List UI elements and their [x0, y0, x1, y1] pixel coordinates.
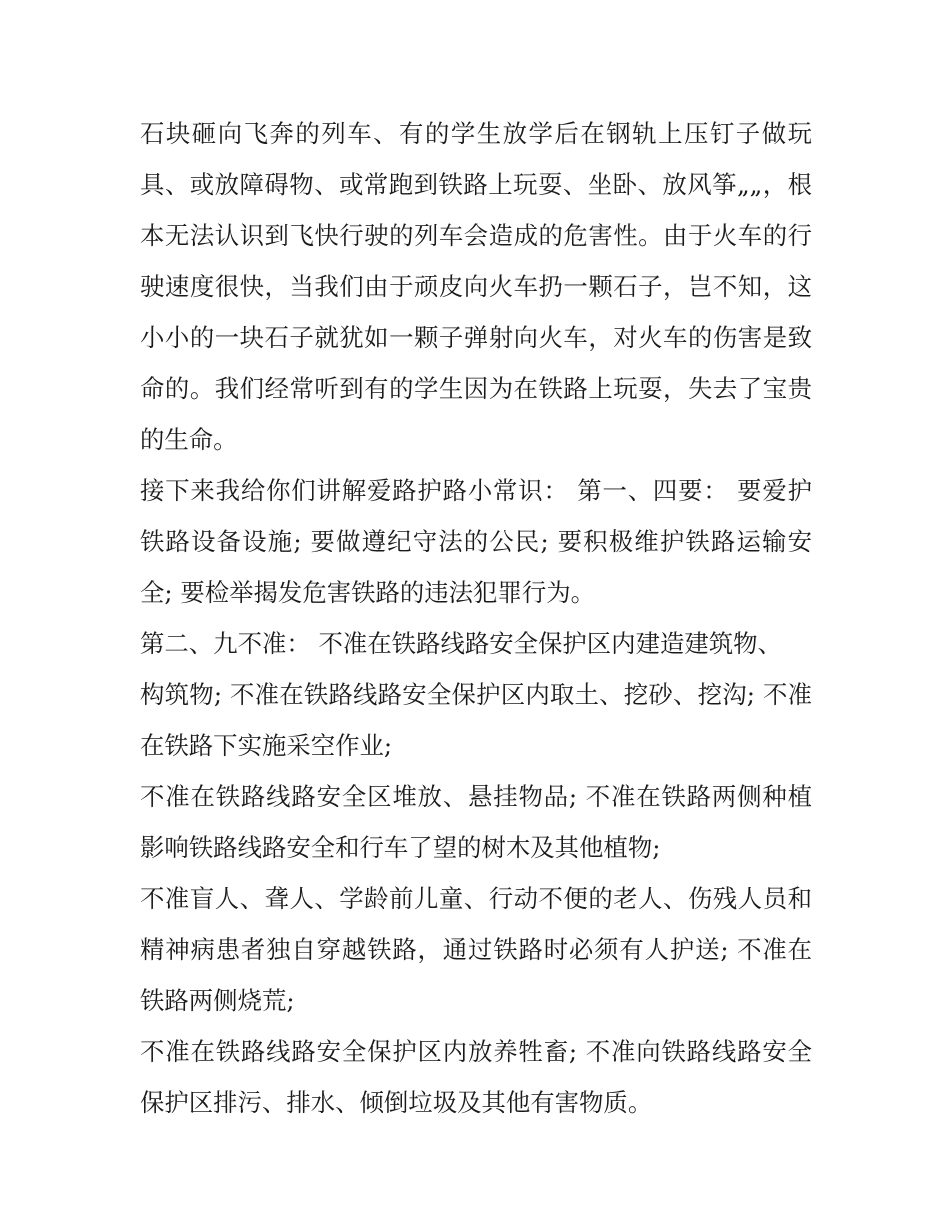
text-line: 保护区排污、排水、倾倒垃圾及其他有害物质。	[140, 1088, 653, 1117]
text-line: 小小的一块石子就犹如一颗子弹射向火车，对火车的伤害是致	[140, 323, 812, 352]
text-line: 铁路两侧烧荒;	[140, 986, 295, 1015]
text-line: 驶速度很快，当我们由于顽皮向火车扔一颗石子，岂不知，这	[140, 272, 812, 301]
text-line: 本无法认识到飞快行驶的列车会造成的危害性。由于火车的行	[140, 221, 812, 250]
text-line: 具、或放障碍物、或常跑到铁路上玩耍、坐卧、放风筝„„，根	[140, 170, 812, 199]
text-line: 石块砸向飞奔的列车、有的学生放学后在钢轨上压钉子做玩	[140, 119, 812, 148]
text-line: 铁路设备设施; 要做遵纪守法的公民; 要积极维护铁路运输安	[140, 527, 812, 556]
text-line: 不准在铁路线路安全区堆放、悬挂物品; 不准在铁路两侧种植	[140, 782, 812, 811]
text-line: 不准在铁路线路安全保护区内放养牲畜; 不准向铁路线路安全	[140, 1037, 812, 1066]
text-line: 全; 要检举揭发危害铁路的违法犯罪行为。	[140, 578, 596, 607]
text-line: 精神病患者独自穿越铁路，通过铁路时必须有人护送; 不准在	[140, 935, 812, 964]
text-line: 的生命。	[140, 425, 238, 454]
text-line: 命的。我们经常听到有的学生因为在铁路上玩耍，失去了宝贵	[140, 374, 812, 403]
text-line: 接下来我给你们讲解爱路护路小常识： 第一、四要： 要爱护	[140, 476, 812, 505]
text-line: 不准盲人、聋人、学龄前儿童、行动不便的老人、伤残人员和	[140, 884, 812, 913]
text-line: 在铁路下实施采空作业;	[140, 731, 393, 760]
text-line: 影响铁路线路安全和行车了望的树木及其他植物;	[140, 833, 661, 862]
document-body	[140, 108, 812, 1128]
text-line: 第二、九不准： 不准在铁路线路安全保护区内建造建筑物、	[140, 629, 782, 658]
text-line: 构筑物; 不准在铁路线路安全保护区内取土、挖砂、挖沟; 不准	[140, 680, 812, 709]
